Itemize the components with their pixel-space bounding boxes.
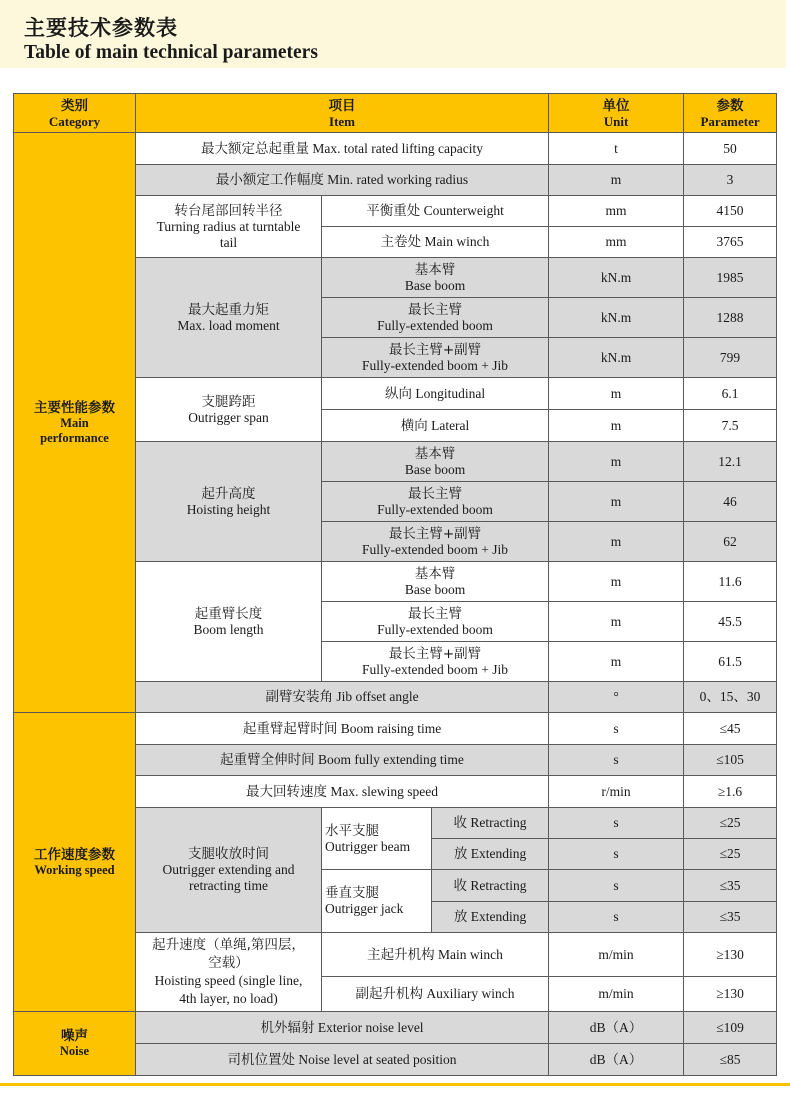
header-category: 类别 Category (14, 94, 136, 133)
item-load-moment: 最大起重力矩 Max. load moment (136, 258, 322, 378)
item-exterior-noise: 机外辐射 Exterior noise level (136, 1012, 549, 1044)
value-cell: 6.1 (684, 378, 777, 410)
unit-cell: m (549, 165, 684, 196)
item-outrigger-span: 支腿跨距 Outrigger span (136, 378, 322, 442)
header-unit: 单位 Unit (549, 94, 684, 133)
value-cell: 50 (684, 133, 777, 165)
sub-item-full-boom-jib: 最长主臂+副臂 Fully-extended boom + Jib (322, 522, 549, 562)
value-cell: ≤105 (684, 745, 777, 776)
unit-cell: m (549, 378, 684, 410)
value-cell: 4150 (684, 196, 777, 227)
sub-item-base-boom: 基本臂 Base boom (322, 258, 549, 298)
sub-item-full-boom: 最长主臂 Fully-extended boom (322, 482, 549, 522)
table-row (14, 1012, 777, 1044)
value-cell: ≤85 (684, 1044, 777, 1076)
unit-cell: m/min (549, 977, 684, 1012)
value-cell: ≥1.6 (684, 776, 777, 808)
bottom-rule (0, 1083, 790, 1086)
unit-cell: t (549, 133, 684, 165)
unit-cell: m (549, 562, 684, 602)
value-cell: ≤35 (684, 902, 777, 933)
unit-cell: m (549, 602, 684, 642)
sub-item-full-boom-jib: 最长主臂+副臂 Fully-extended boom + Jib (322, 642, 549, 682)
value-cell: 1985 (684, 258, 777, 298)
item-boom-length: 起重臂长度 Boom length (136, 562, 322, 682)
table-row (14, 713, 777, 745)
unit-cell: s (549, 745, 684, 776)
value-cell: 12.1 (684, 442, 777, 482)
sub-item-outrigger-beam: 水平支腿 Outrigger beam (322, 808, 432, 870)
category-main: 主要性能参数 Main performance (14, 133, 136, 713)
page-title-zh: 主要技术参数表 (24, 16, 178, 40)
header-row (14, 94, 777, 133)
unit-cell: dB（A） (549, 1044, 684, 1076)
category-noise: 噪声 Noise (14, 1012, 136, 1076)
sub-item-base-boom: 基本臂 Base boom (322, 562, 549, 602)
sub-item-retracting: 收 Retracting (432, 870, 549, 902)
value-cell: 7.5 (684, 410, 777, 442)
value-cell: ≤45 (684, 713, 777, 745)
unit-cell: mm (549, 227, 684, 258)
value-cell: ≤109 (684, 1012, 777, 1044)
item-hoisting-height: 起升高度 Hoisting height (136, 442, 322, 562)
item-outrigger-time: 支腿收放时间 Outrigger extending and retracting time (136, 808, 322, 933)
sub-item-counterweight: 平衡重处 Counterweight (322, 196, 549, 227)
unit-cell: s (549, 870, 684, 902)
spec-table (13, 93, 777, 1076)
unit-cell: r/min (549, 776, 684, 808)
unit-cell: m (549, 642, 684, 682)
value-cell: 45.5 (684, 602, 777, 642)
value-cell: ≤25 (684, 839, 777, 870)
page-title-en: Table of main technical parameters (24, 42, 318, 63)
value-cell: 3 (684, 165, 777, 196)
item-radius: 最小额定工作幅度 Min. rated working radius (136, 165, 549, 196)
value-cell: ≥130 (684, 977, 777, 1012)
unit-cell: m (549, 442, 684, 482)
sub-item-aux-hoist: 副起升机构 Auxiliary winch (322, 977, 549, 1012)
unit-cell: s (549, 808, 684, 839)
item-capacity: 最大额定总起重量 Max. total rated lifting capacity (136, 133, 549, 165)
unit-cell: kN.m (549, 298, 684, 338)
sub-item-main-winch: 主卷处 Main winch (322, 227, 549, 258)
unit-cell: s (549, 839, 684, 870)
unit-cell: m (549, 482, 684, 522)
sub-item-extending: 放 Extending (432, 839, 549, 870)
unit-cell: m (549, 410, 684, 442)
sub-item-retracting: 收 Retracting (432, 808, 549, 839)
value-cell: 61.5 (684, 642, 777, 682)
unit-cell: dB（A） (549, 1012, 684, 1044)
item-tail-radius: 转台尾部回转半径 Turning radius at turntable tail (136, 196, 322, 258)
unit-cell: kN.m (549, 258, 684, 298)
value-cell: 799 (684, 338, 777, 378)
item-boom-extending: 起重臂全伸时间 Boom fully extending time (136, 745, 549, 776)
item-jib-offset: 副臂安装角 Jib offset angle (136, 682, 549, 713)
unit-cell: s (549, 713, 684, 745)
item-seat-noise: 司机位置处 Noise level at seated position (136, 1044, 549, 1076)
sub-item-longitudinal: 纵向 Longitudinal (322, 378, 549, 410)
sub-item-base-boom: 基本臂 Base boom (322, 442, 549, 482)
value-cell: 3765 (684, 227, 777, 258)
unit-cell: m (549, 522, 684, 562)
header-parameter: 参数 Parameter (684, 94, 777, 133)
value-cell: 11.6 (684, 562, 777, 602)
sub-item-main-hoist: 主起升机构 Main winch (322, 933, 549, 977)
value-cell: ≤25 (684, 808, 777, 839)
value-cell: ≥130 (684, 933, 777, 977)
title-block (0, 0, 786, 68)
unit-cell: mm (549, 196, 684, 227)
unit-cell: ° (549, 682, 684, 713)
unit-cell: s (549, 902, 684, 933)
value-cell: ≤35 (684, 870, 777, 902)
sub-item-full-boom-jib: 最长主臂+副臂 Fully-extended boom + Jib (322, 338, 549, 378)
sub-item-full-boom: 最长主臂 Fully-extended boom (322, 602, 549, 642)
unit-cell: kN.m (549, 338, 684, 378)
item-hoisting-speed: 起升速度（单绳,第四层， 空载） Hoisting speed (single line, 4th layer, no load) (136, 933, 322, 1012)
value-cell: 1288 (684, 298, 777, 338)
header-item: 项目 Item (136, 94, 549, 133)
sub-item-lateral: 横向 Lateral (322, 410, 549, 442)
unit-cell: m/min (549, 933, 684, 977)
sub-item-extending: 放 Extending (432, 902, 549, 933)
value-cell: 0、15、30 (684, 682, 777, 713)
sub-item-full-boom: 最长主臂 Fully-extended boom (322, 298, 549, 338)
value-cell: 46 (684, 482, 777, 522)
item-slewing-speed: 最大回转速度 Max. slewing speed (136, 776, 549, 808)
category-working-speed: 工作速度参数 Working speed (14, 713, 136, 1012)
item-boom-raising: 起重臂起臂时间 Boom raising time (136, 713, 549, 745)
sub-item-outrigger-jack: 垂直支腿 Outrigger jack (322, 870, 432, 933)
table-row (14, 133, 777, 165)
value-cell: 62 (684, 522, 777, 562)
